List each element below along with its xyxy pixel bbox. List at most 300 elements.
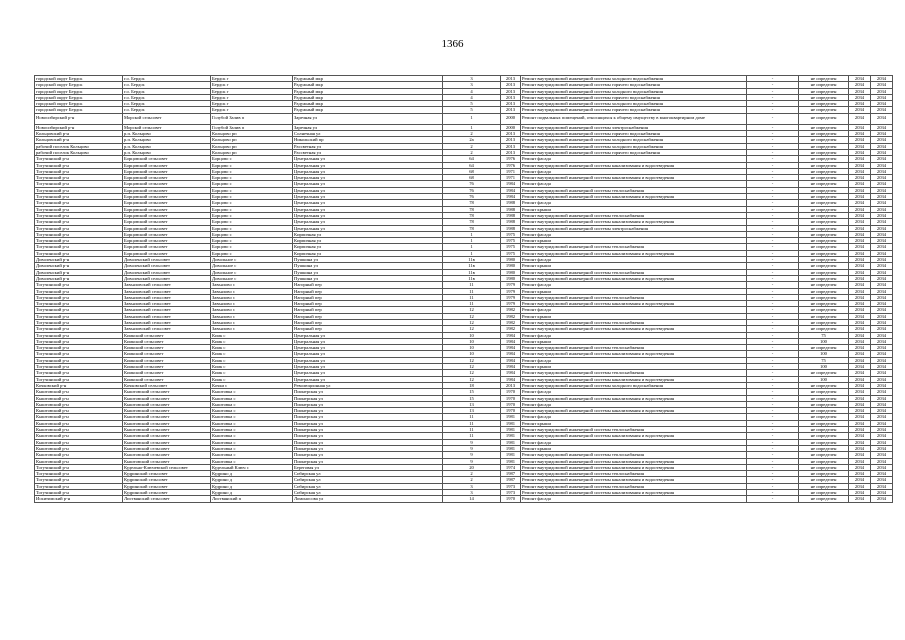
- cell-year-built: 1975: [501, 238, 521, 244]
- cell-year-start: 2034: [849, 370, 871, 376]
- cell-street: Нагорный пер: [293, 301, 443, 307]
- cell-year-built: 1984: [501, 338, 521, 344]
- cell-col-dash: -: [747, 301, 799, 307]
- cell-municipal-district: Тогучинский р-н: [35, 225, 123, 231]
- cell-municipal-district: Тогучинский р-н: [35, 483, 123, 489]
- cell-street: Центральная ул: [293, 364, 443, 370]
- cell-year-start: 2034: [849, 113, 871, 124]
- cell-year-end: 2034: [871, 219, 893, 225]
- cell-year-built: 2013: [501, 131, 521, 137]
- cell-year-start: 2034: [849, 382, 871, 388]
- cell-col-dash: -: [747, 401, 799, 407]
- cell-year-built: 1981: [501, 439, 521, 445]
- cell-work-type: Ремонт внутридомовой инженерной системы теплоснабжения: [521, 483, 747, 489]
- cell-locality: Кыштовка с: [211, 401, 293, 407]
- cell-col-dash: -: [747, 376, 799, 382]
- cell-settlement: Киикский сельсовет: [123, 338, 211, 344]
- cell-locality: Кыштовка с: [211, 395, 293, 401]
- cell-settlement: Борцовский сельсовет: [123, 219, 211, 225]
- cell-year-start: 2034: [849, 88, 871, 94]
- cell-col-dash: -: [747, 88, 799, 94]
- cell-cost-norm: не определен: [799, 269, 849, 275]
- cell-year-start: 2034: [849, 168, 871, 174]
- cell-year-built: 1988: [501, 206, 521, 212]
- cell-year-end: 2034: [871, 294, 893, 300]
- cell-year-start: 2034: [849, 408, 871, 414]
- cell-house-number: 12: [443, 326, 501, 332]
- cell-municipal-district: Кыштовский р-н: [35, 420, 123, 426]
- cell-work-type: Ремонт внутридомовой инженерной системы теплоснабжения: [521, 212, 747, 218]
- cell-year-end: 2034: [871, 301, 893, 307]
- cell-municipal-district: Тогучинский р-н: [35, 338, 123, 344]
- cell-street: Центральная ул: [293, 219, 443, 225]
- cell-settlement: Борцовский сельсовет: [123, 238, 211, 244]
- cell-year-start: 2034: [849, 124, 871, 130]
- cell-year-built: 1988: [501, 225, 521, 231]
- cell-year-end: 2034: [871, 162, 893, 168]
- cell-col-dash: -: [747, 483, 799, 489]
- cell-cost-norm: не определен: [799, 143, 849, 149]
- cell-work-type: Ремонт фасада: [521, 414, 747, 420]
- cell-street: Сибирская ул: [293, 490, 443, 496]
- cell-cost-norm: не определен: [799, 345, 849, 351]
- cell-house-number: 64: [443, 162, 501, 168]
- cell-year-end: 2034: [871, 181, 893, 187]
- cell-cost-norm: не определен: [799, 219, 849, 225]
- cell-work-type: Ремонт внутридомовой инженерной системы горячего водоснабжения: [521, 94, 747, 100]
- cell-locality: Борцово с: [211, 181, 293, 187]
- cell-col-dash: -: [747, 269, 799, 275]
- cell-house-number: 2: [443, 143, 501, 149]
- cell-year-built: 1984: [501, 376, 521, 382]
- cell-year-end: 2034: [871, 168, 893, 174]
- cell-municipal-district: Кыштовский р-н: [35, 401, 123, 407]
- cell-cost-norm: не определен: [799, 490, 849, 496]
- cell-work-type: Ремонт внутридомовой инженерной системы теплоснабжения: [521, 452, 747, 458]
- cell-year-start: 2034: [849, 194, 871, 200]
- cell-year-built: 2013: [501, 76, 521, 82]
- cell-cost-norm: не определен: [799, 464, 849, 470]
- cell-settlement: Кыштовский сельсовет: [123, 395, 211, 401]
- cell-work-type: Ремонт внутридомовой инженерной системы горячего водоснабжения: [521, 82, 747, 88]
- cell-year-start: 2034: [849, 307, 871, 313]
- cell-settlement: Доволенский сельсовет: [123, 263, 211, 269]
- cell-work-type: Ремонт внутридомовой инженерной системы канализования и водоотведения: [521, 219, 747, 225]
- cell-settlement: Завьяловский сельсовет: [123, 294, 211, 300]
- cell-col-dash: -: [747, 282, 799, 288]
- cell-municipal-district: городской округ Бердск: [35, 76, 123, 82]
- cell-year-start: 2034: [849, 149, 871, 155]
- cell-year-built: 2000: [501, 113, 521, 124]
- cell-house-number: 12: [443, 307, 501, 313]
- cell-locality: Бердск г: [211, 94, 293, 100]
- cell-settlement: Кыштовский сельсовет: [123, 427, 211, 433]
- cell-house-number: 12: [443, 357, 501, 363]
- cell-street: Береговая ул: [293, 464, 443, 470]
- cell-locality: Борцово с: [211, 212, 293, 218]
- cell-house-number: 15: [443, 395, 501, 401]
- cell-house-number: 11в: [443, 269, 501, 275]
- cell-cost-norm: не определен: [799, 101, 849, 107]
- cell-settlement: Доволенский сельсовет: [123, 257, 211, 263]
- cell-locality: Борцово с: [211, 219, 293, 225]
- cell-street: Нагорный пер: [293, 307, 443, 313]
- cell-col-dash: -: [747, 408, 799, 414]
- cell-street: Центральная ул: [293, 345, 443, 351]
- cell-settlement: Борцовский сельсовет: [123, 250, 211, 256]
- cell-year-end: 2034: [871, 357, 893, 363]
- cell-work-type: Ремонт внутридомовой инженерной системы канализования и водоотведения: [521, 326, 747, 332]
- cell-col-dash: -: [747, 231, 799, 237]
- cell-municipal-district: Тогучинский р-н: [35, 187, 123, 193]
- cell-work-type: Ремонт внутридомовой инженерной системы канализования и водоотведения: [521, 275, 747, 281]
- cell-municipal-district: Кольцовский р-н: [35, 131, 123, 137]
- cell-municipal-district: Тогучинский р-н: [35, 301, 123, 307]
- cell-house-number: 2: [443, 149, 501, 155]
- cell-year-built: 1988: [501, 200, 521, 206]
- cell-street: Центральная ул: [293, 187, 443, 193]
- cell-locality: Бердск г: [211, 76, 293, 82]
- cell-municipal-district: Тогучинский р-н: [35, 200, 123, 206]
- cell-street: Пушкина ул: [293, 269, 443, 275]
- cell-year-start: 2034: [849, 414, 871, 420]
- cell-house-number: 18: [443, 382, 501, 388]
- cell-work-type: Ремонт фасада: [521, 181, 747, 187]
- cell-year-built: 2000: [501, 124, 521, 130]
- cell-locality: Завьялово с: [211, 319, 293, 325]
- cell-year-end: 2034: [871, 149, 893, 155]
- cell-settlement: Борцовский сельсовет: [123, 244, 211, 250]
- cell-street: Центральная ул: [293, 225, 443, 231]
- cell-settlement: г.о. Бердск: [123, 107, 211, 113]
- cell-year-end: 2034: [871, 250, 893, 256]
- cell-house-number: 76: [443, 187, 501, 193]
- cell-year-start: 2034: [849, 162, 871, 168]
- cell-house-number: 78: [443, 206, 501, 212]
- cell-municipal-district: Тогучинский р-н: [35, 313, 123, 319]
- cell-house-number: 1: [443, 238, 501, 244]
- cell-municipal-district: Тогучинский р-н: [35, 168, 123, 174]
- cell-col-dash: -: [747, 477, 799, 483]
- cell-street: Кирпичная ул: [293, 231, 443, 237]
- cell-year-built: 1981: [501, 414, 521, 420]
- cell-work-type: Ремонт подвальных помещений, относящихся к общему имуществу в многоквартирном доме: [521, 113, 747, 124]
- cell-locality: Завьялово с: [211, 326, 293, 332]
- cell-col-dash: -: [747, 137, 799, 143]
- cell-street: Рассветная ул: [293, 149, 443, 155]
- cell-settlement: Листвянский сельсовет: [123, 496, 211, 502]
- cell-year-end: 2034: [871, 107, 893, 113]
- cell-year-built: 1980: [501, 263, 521, 269]
- cell-col-dash: -: [747, 76, 799, 82]
- cell-locality: Бердск г: [211, 101, 293, 107]
- cell-house-number: 5: [443, 107, 501, 113]
- cell-year-built: 1970: [501, 496, 521, 502]
- cell-col-dash: -: [747, 332, 799, 338]
- cell-col-dash: -: [747, 490, 799, 496]
- cell-col-dash: -: [747, 113, 799, 124]
- cell-street: Центральная ул: [293, 162, 443, 168]
- cell-year-end: 2034: [871, 483, 893, 489]
- cell-settlement: Борцовский сельсовет: [123, 212, 211, 218]
- cell-work-type: Ремонт фасада: [521, 257, 747, 263]
- cell-house-number: 2а: [443, 137, 501, 143]
- cell-work-type: Ремонт внутридомовой инженерной системы холодного водоснабжения: [521, 143, 747, 149]
- cell-cost-norm: не определен: [799, 94, 849, 100]
- cell-locality: Кыштовка с: [211, 445, 293, 451]
- cell-col-dash: -: [747, 496, 799, 502]
- cell-cost-norm: не определен: [799, 149, 849, 155]
- cell-locality: Листвянский п: [211, 496, 293, 502]
- cell-municipal-district: Кольцовский р-н: [35, 137, 123, 143]
- cell-year-end: 2034: [871, 143, 893, 149]
- cell-locality: Кудельный Ключ с: [211, 464, 293, 470]
- cell-house-number: 64: [443, 156, 501, 162]
- cell-year-start: 2034: [849, 313, 871, 319]
- cell-street: Сибирская ул: [293, 483, 443, 489]
- cell-locality: Завьялово с: [211, 313, 293, 319]
- cell-locality: Кыштовка с: [211, 420, 293, 426]
- cell-cost-norm: не определен: [799, 408, 849, 414]
- cell-cost-norm: не определен: [799, 250, 849, 256]
- cell-locality: Кольцово рп: [211, 149, 293, 155]
- cell-cost-norm: не определен: [799, 156, 849, 162]
- cell-settlement: Кудринский сельсовет: [123, 483, 211, 489]
- cell-settlement: Кыштовский сельсовет: [123, 458, 211, 464]
- cell-year-start: 2034: [849, 257, 871, 263]
- cell-work-type: Ремонт фасада: [521, 401, 747, 407]
- cell-year-start: 2034: [849, 464, 871, 470]
- cell-municipal-district: Тогучинский р-н: [35, 294, 123, 300]
- cell-cost-norm: не определен: [799, 427, 849, 433]
- cell-year-built: 1980: [501, 257, 521, 263]
- cell-settlement: Борцовский сельсовет: [123, 181, 211, 187]
- cell-col-dash: -: [747, 414, 799, 420]
- cell-municipal-district: Кыштовский р-н: [35, 452, 123, 458]
- cell-settlement: Доволенский сельсовет: [123, 269, 211, 275]
- cell-cost-norm: не определен: [799, 187, 849, 193]
- cell-work-type: Ремонт внутридомовой инженерной системы горячего водоснабжения: [521, 149, 747, 155]
- cell-year-end: 2034: [871, 445, 893, 451]
- cell-col-dash: -: [747, 187, 799, 193]
- cell-year-end: 2034: [871, 200, 893, 206]
- cell-house-number: 3: [443, 483, 501, 489]
- cell-settlement: Кудринский сельсовет: [123, 477, 211, 483]
- cell-year-end: 2034: [871, 464, 893, 470]
- cell-year-end: 2034: [871, 131, 893, 137]
- cell-year-built: 2013: [501, 107, 521, 113]
- cell-year-end: 2034: [871, 275, 893, 281]
- cell-year-built: 1984: [501, 181, 521, 187]
- cell-year-start: 2034: [849, 212, 871, 218]
- cell-house-number: 9: [443, 439, 501, 445]
- cell-year-start: 2034: [849, 288, 871, 294]
- cell-locality: Голубой Залив п: [211, 113, 293, 124]
- cell-municipal-district: Тогучинский р-н: [35, 206, 123, 212]
- cell-year-built: 1982: [501, 307, 521, 313]
- cell-settlement: г.о. Бердск: [123, 88, 211, 94]
- cell-street: Радужный мкр: [293, 107, 443, 113]
- cell-cost-norm: не определен: [799, 162, 849, 168]
- cell-municipal-district: Тогучинский р-н: [35, 219, 123, 225]
- cell-municipal-district: Тогучинский р-н: [35, 162, 123, 168]
- cell-locality: Киик с: [211, 345, 293, 351]
- cell-work-type: Ремонт крыши: [521, 364, 747, 370]
- cell-year-end: 2034: [871, 370, 893, 376]
- cell-locality: Борцово с: [211, 250, 293, 256]
- cell-work-type: Ремонт внутридомовой инженерной системы холодного водоснабжения: [521, 76, 747, 82]
- cell-municipal-district: Доволенский р-н: [35, 269, 123, 275]
- cell-year-end: 2034: [871, 351, 893, 357]
- cell-work-type: Ремонт внутридомовой инженерной системы канализования и водоотведения: [521, 194, 747, 200]
- cell-municipal-district: Тогучинский р-н: [35, 326, 123, 332]
- cell-col-dash: -: [747, 389, 799, 395]
- cell-cost-norm: не определен: [799, 131, 849, 137]
- cell-col-dash: -: [747, 225, 799, 231]
- cell-year-end: 2034: [871, 88, 893, 94]
- cell-cost-norm: не определен: [799, 401, 849, 407]
- cell-col-dash: -: [747, 357, 799, 363]
- cell-house-number: 3: [443, 82, 501, 88]
- cell-house-number: 11в: [443, 263, 501, 269]
- cell-locality: Борцово с: [211, 231, 293, 237]
- cell-locality: Борцово с: [211, 238, 293, 244]
- cell-col-dash: -: [747, 200, 799, 206]
- cell-street: Пионерская ул: [293, 445, 443, 451]
- cell-year-built: 1984: [501, 351, 521, 357]
- cell-municipal-district: Тогучинский р-н: [35, 464, 123, 470]
- cell-cost-norm: не определен: [799, 175, 849, 181]
- cell-house-number: 12: [443, 370, 501, 376]
- cell-cost-norm: не определен: [799, 382, 849, 388]
- cell-settlement: Киикский сельсовет: [123, 357, 211, 363]
- cell-street: Кирпичная ул: [293, 238, 443, 244]
- cell-work-type: Ремонт внутридомовой инженерной системы канализования и водоотведения: [521, 376, 747, 382]
- cell-locality: Кольцово рп: [211, 137, 293, 143]
- cell-street: Радужный мкр: [293, 76, 443, 82]
- cell-year-built: 1973: [501, 490, 521, 496]
- cell-settlement: Кудринский сельсовет: [123, 471, 211, 477]
- cell-col-dash: -: [747, 175, 799, 181]
- cell-locality: Кыштовка с: [211, 433, 293, 439]
- cell-work-type: Ремонт фасада: [521, 168, 747, 174]
- cell-cost-norm: не определен: [799, 76, 849, 82]
- cell-municipal-district: Кыштовский р-н: [35, 433, 123, 439]
- cell-col-dash: -: [747, 395, 799, 401]
- cell-year-start: 2034: [849, 326, 871, 332]
- cell-municipal-district: рабочий поселок Кольцово: [35, 143, 123, 149]
- cell-house-number: 3: [443, 490, 501, 496]
- cell-year-built: 1984: [501, 187, 521, 193]
- cell-year-start: 2034: [849, 332, 871, 338]
- cell-work-type: Ремонт внутридомовой инженерной системы электроснабжения: [521, 124, 747, 130]
- cell-settlement: Борцовский сельсовет: [123, 162, 211, 168]
- cell-municipal-district: Кыштовский р-н: [35, 427, 123, 433]
- cell-street: Ломоносова ул: [293, 496, 443, 502]
- cell-year-start: 2034: [849, 244, 871, 250]
- cell-work-type: Ремонт крыши: [521, 288, 747, 294]
- cell-settlement: Киикский сельсовет: [123, 345, 211, 351]
- cell-year-start: 2034: [849, 483, 871, 489]
- cell-col-dash: -: [747, 124, 799, 130]
- cell-locality: Борцово с: [211, 206, 293, 212]
- cell-street: Нагорный пер: [293, 282, 443, 288]
- cell-col-dash: -: [747, 250, 799, 256]
- cell-cost-norm: 100: [799, 351, 849, 357]
- cell-col-dash: -: [747, 433, 799, 439]
- cell-col-dash: -: [747, 345, 799, 351]
- cell-year-built: 1976: [501, 162, 521, 168]
- cell-year-start: 2034: [849, 439, 871, 445]
- cell-year-end: 2034: [871, 282, 893, 288]
- cell-col-dash: -: [747, 382, 799, 388]
- cell-year-end: 2034: [871, 458, 893, 464]
- cell-cost-norm: не определен: [799, 200, 849, 206]
- cell-year-end: 2034: [871, 414, 893, 420]
- cell-col-dash: -: [747, 219, 799, 225]
- cell-street: Нагорный пер: [293, 319, 443, 325]
- cell-locality: Кыштовка с: [211, 439, 293, 445]
- cell-year-built: 2013: [501, 101, 521, 107]
- cell-col-dash: -: [747, 370, 799, 376]
- cell-year-built: 1971: [501, 168, 521, 174]
- cell-year-start: 2034: [849, 82, 871, 88]
- cell-settlement: Завьяловский сельсовет: [123, 326, 211, 332]
- cell-house-number: 12: [443, 313, 501, 319]
- cell-locality: Довольное с: [211, 275, 293, 281]
- cell-year-start: 2034: [849, 175, 871, 181]
- cell-locality: Довольное с: [211, 269, 293, 275]
- cell-cost-norm: не определен: [799, 124, 849, 130]
- cell-year-built: 2013: [501, 382, 521, 388]
- cell-street: Пионерская ул: [293, 389, 443, 395]
- cell-cost-norm: не определен: [799, 275, 849, 281]
- cell-street: Центральная ул: [293, 351, 443, 357]
- cell-work-type: Ремонт внутридомовой инженерной системы канализования и водоотведения: [521, 464, 747, 470]
- cell-year-end: 2034: [871, 376, 893, 382]
- cell-locality: Борцово с: [211, 187, 293, 193]
- cell-year-start: 2034: [849, 206, 871, 212]
- cell-locality: Завьялово с: [211, 282, 293, 288]
- cell-year-built: 1970: [501, 389, 521, 395]
- cell-house-number: 78: [443, 200, 501, 206]
- cell-year-start: 2034: [849, 269, 871, 275]
- cell-year-end: 2034: [871, 225, 893, 231]
- cell-house-number: 12: [443, 364, 501, 370]
- cell-year-built: 1974: [501, 464, 521, 470]
- cell-settlement: Доволенский сельсовет: [123, 275, 211, 281]
- cell-settlement: р.п. Кольцово: [123, 137, 211, 143]
- cell-house-number: 1: [443, 250, 501, 256]
- cell-municipal-district: Доволенский р-н: [35, 263, 123, 269]
- cell-work-type: Ремонт внутридомовой инженерной системы теплоснабжения: [521, 471, 747, 477]
- cell-municipal-district: Тогучинский р-н: [35, 212, 123, 218]
- cell-municipal-district: Тогучинский р-н: [35, 175, 123, 181]
- cell-col-dash: -: [747, 82, 799, 88]
- cell-house-number: 11: [443, 294, 501, 300]
- cell-settlement: Кыштовский сельсовет: [123, 401, 211, 407]
- cell-year-end: 2034: [871, 124, 893, 130]
- cell-col-dash: -: [747, 149, 799, 155]
- cell-locality: Завьялово с: [211, 288, 293, 294]
- cell-work-type: Ремонт крыши: [521, 263, 747, 269]
- cell-municipal-district: Новосибирский р-н: [35, 113, 123, 124]
- cell-locality: Киик с: [211, 370, 293, 376]
- cell-year-built: 1979: [501, 294, 521, 300]
- cell-municipal-district: Тогучинский р-н: [35, 364, 123, 370]
- cell-settlement: Завьяловский сельсовет: [123, 288, 211, 294]
- cell-settlement: Борцовский сельсовет: [123, 156, 211, 162]
